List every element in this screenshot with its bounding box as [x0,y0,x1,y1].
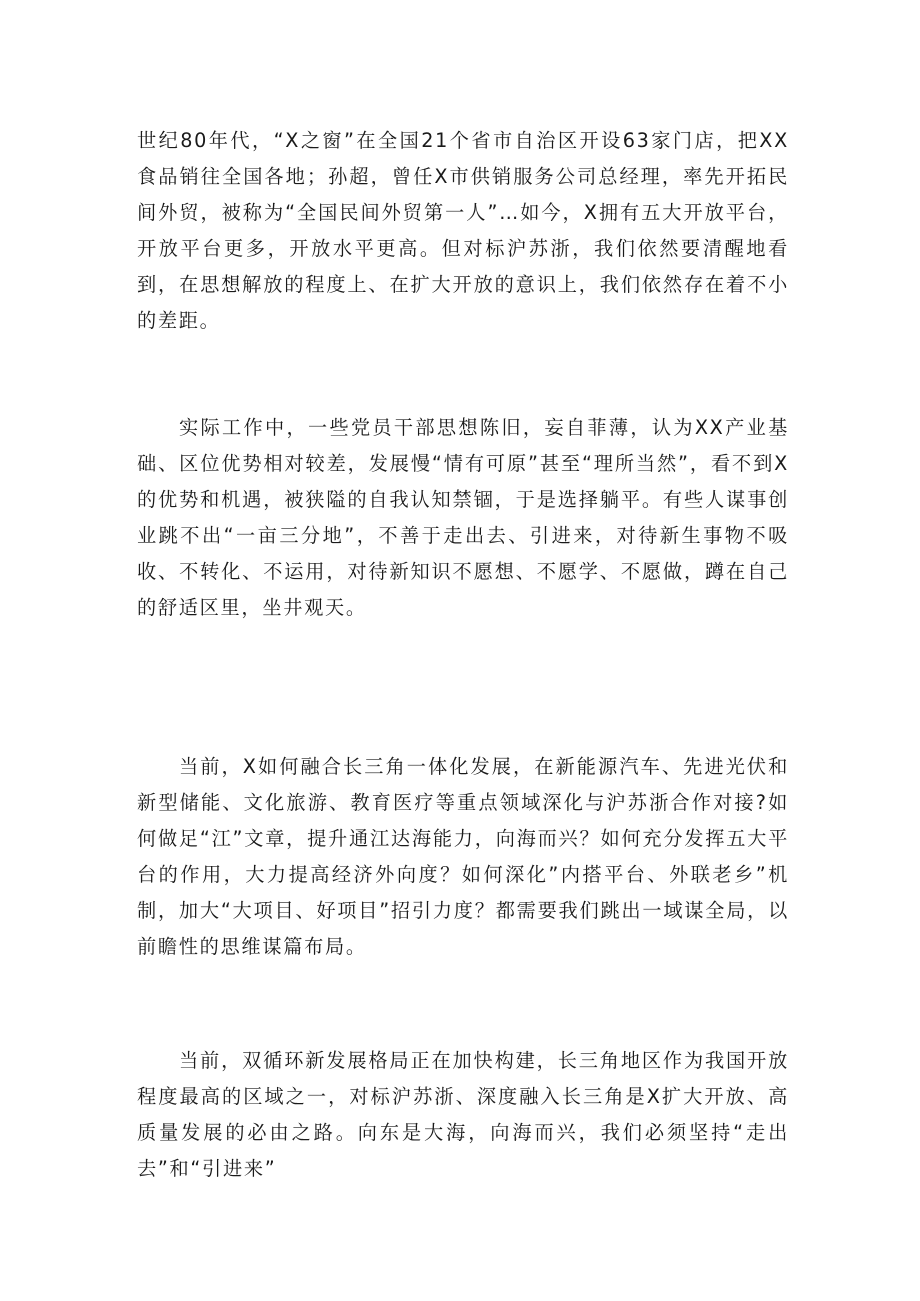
paragraph-history-window-stores: 世纪80年代，“X之窗”在全国21个省市自治区开设63家门店，把XX食品销往全国各地；孙超，曾任X市供销服务公司总经理，率先开拓民间外贸，被称为“全国民间外贸第一人”…如今，X拥有五大开放平台，开放平台更多，开放水平更高。但对标沪苏浙，我们依然要清醒地看到，在思想解放的程度上、在扩大开放的意识上，我们依然存在着不小的差距。 [137,129,789,332]
paragraph-yangtze-delta-integration: 当前，X如何融合长三角一体化发展，在新能源汽车、先进光伏和新型储能、文化旅游、教育医疗等重点领域深化与沪苏浙合作对接?如何做足“江”文章，提升通江达海能力，向海而兴？如何充分发挥五大平台的作用，大力提高经济外向度？如何深化”内搭平台、外联老乡”机制，加大“大项目、好项目”招引力度？都需要我们跳出一域谋全局，以前瞻性的思维谋篇布局。 [137,755,789,958]
paragraph-dual-circulation: 当前，双循环新发展格局正在加快构建，长三角地区作为我国开放程度最高的区域之一，对标沪苏浙、深度融入长三角是X扩大开放、高质量发展的必由之路。向东是大海，向海而兴，我们必须坚持“走出去”和“引进来” [137,1049,789,1180]
paragraph-cadre-mindset: 实际工作中，一些党员干部思想陈旧，妄自菲薄，认为XX产业基础、区位优势相对较差，发展慢“情有可原”甚至“理所当然”，看不到X的优势和机遇，被狭隘的自我认知禁锢，于是选择躺平。有些人谋事创业跳不出“一亩三分地”，不善于走出去、引进来，对待新生事物不吸收、不转化、不运用，对待新知识不愿想、不愿学、不愿做，蹲在自己的舒适区里，坐井观天。 [137,416,789,619]
